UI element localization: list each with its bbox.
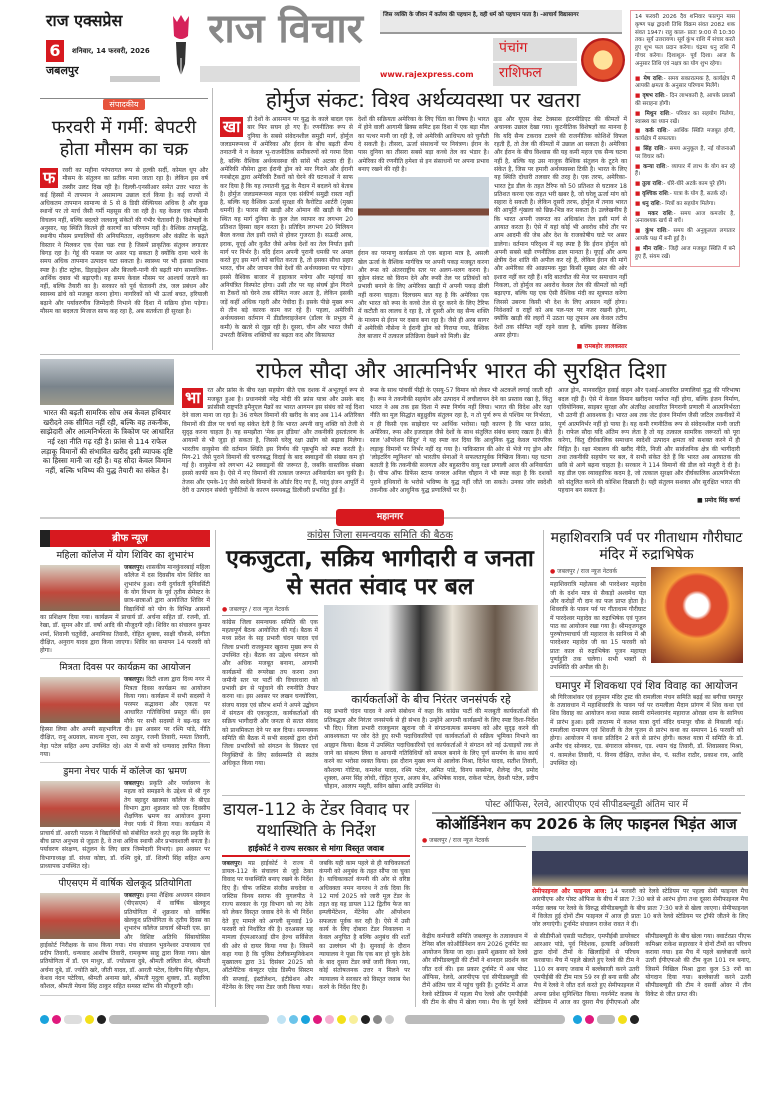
rashi-item: ■ कन्या राशि:- व्यापार में लाभ के योग बन रहे हैं। xyxy=(635,163,736,178)
editorial-tag: संपादकीय xyxy=(103,99,144,110)
hormuz-col3-wrap xyxy=(494,116,627,350)
brand-name: राज एक्सप्रेस xyxy=(46,11,123,30)
rafale-right xyxy=(182,359,740,504)
brief-photo xyxy=(40,781,120,827)
hormuz-col2 xyxy=(358,116,489,341)
dateline: जबलपुर। xyxy=(124,779,145,787)
cup-headline: कोऑर्डिनेशन कप 2026 के लिए फाइनल भिड़ंत आज xyxy=(436,814,737,833)
congress-article xyxy=(222,530,538,791)
hormuz-headline: होर्मुज संकट: विश्व अर्थव्यवस्था पर खतरा xyxy=(265,88,581,112)
brief-item xyxy=(40,551,210,659)
brief-photo xyxy=(40,677,120,723)
rashi-name: सिंह राशि xyxy=(643,145,664,152)
shivratri-article xyxy=(550,530,743,672)
brief-text: शासकीय मानकुंवरबाई महिला कॉलेज में दस दिवसीय योग शिविर का शुभारंभ हुआ। रानी दुर्गावती यूनिवर्सिटी के योग विभाग के पूर्व तृतीय सेमेस्टर के छात्र-छात्राओं द्वारा आयोजित शिविर में विद्यार्थियों को योग के विभिन्न आसनों का प्रशिक्षण दिया गया। कार्यक्रम में प्राचार्य डॉ. अर्चना सहित डॉ. रजनी, डॉ. रेखा, डॉ. सुमन और डॉ. वर्षा आदि की मौजूदगी रही। शिविर का संचालन कुमार शर्मा, शिवानी चतुर्वेदी, अनामिका तिवारी, रोहित शुक्ला, साक्षी चौकसे, संगीता दीक्षित, अनुराग यादव द्वारा किया जाएगा। शिविर का समापन 14 फरवरी को होगा। xyxy=(40,564,210,655)
congress-subhead: कार्यकर्ताओं के बीच निरंतर जनसंपर्क रहे xyxy=(351,692,511,706)
rashi-text: मित्रों का सहयोग मिलेगा। xyxy=(665,200,716,207)
rashi-text: समय की अनुकूलता लगातार आपके पक्ष में बनी हुई है। xyxy=(635,228,735,242)
pen-logo-icon xyxy=(170,14,192,84)
rashi-text: जिद्दी आज मजबूत स्थिति में बने हुए हैं, संयम रखें। xyxy=(635,245,735,260)
shivratri-left xyxy=(550,567,646,672)
rashi-name: कर्क राशि xyxy=(645,128,667,135)
shivratri-headline: महाशिवरात्रि पर्व पर गीताधाम गौरीघाट मंदिर में रुद्राभिषेक xyxy=(550,530,743,564)
cup-byline: ● जबलपुर / राज न्यूज नेटवर्क xyxy=(422,836,526,847)
rashi-item: ■ मेष राशि:- समय सकारात्मक है, कार्यक्षेत्र में आपकी क्षमता के अनुसार परिणाम मिलेंगे। xyxy=(635,75,736,90)
city-main xyxy=(215,530,751,1007)
editorial-headline: फरवरी में गर्मी: बेपटरी होता मौसम का चक्र xyxy=(51,117,197,160)
cup-kicker: पोस्ट ऑफिस, रेलवे, आरपीएफ एवं सीपीडब्ल्यूडी अंतिम चार में xyxy=(432,800,741,813)
hormuz-author: ■ रामबहोर लालकसार xyxy=(576,343,627,351)
rashi-text: समय सकारात्मक है, कार्यक्षेत्र में आपकी क्षमता के अनुसार परिणाम मिलेंगे। xyxy=(635,75,736,90)
bullet-icon: ■ xyxy=(635,190,643,197)
congress-right xyxy=(324,605,538,792)
congress-kicker: कांग्रेस जिला समन्वयक समिति की बैठक xyxy=(307,530,453,542)
rashi-item: ■ कुंभ राशि:- समय की अनुकूलता लगातार आपके पक्ष में बनी हुई है। xyxy=(635,228,735,242)
drop-cap: भा xyxy=(182,388,203,408)
brief-text: विटी शाला द्वारा दिव्य नगर में मित्रता दिवस कार्यक्रम का आयोजन किया गया। कार्यक्रम में सभी सदस्यों ने परस्पर सद्भावना और एकता पर आधारित गतिविधियां प्रस्तुत कीं। इस मौके पर सभी सदस्यों ने बढ़-चढ़ कर हिस्सा लिया और अपनी सहभागिता दी। इस अवसर पर रश्मि पांडे, नीति दीक्षित, रानू अग्रवाल, साधना गुप्ता, रमा ठाकुर, रजनी तिवारी, ममता तिवारी, नेहा पटेल सहित अन्य उपस्थित रहे। अंत में सभी को धन्यवाद ज्ञापित किया गया। xyxy=(40,676,210,758)
rafale-col3-wrap xyxy=(558,387,740,504)
rule xyxy=(110,76,160,82)
brief-news xyxy=(40,530,210,995)
hormuz-col2b: ईरान का परमाणु कार्यक्रम तो एक बहाना मात्र है, असली खेल ऊर्जा के वैश्विक मार्गचित्र पर अपनी पकड़ मजबूत करना और रूस को अंतरराष्ट्रीय स्तर पर अलग-थलग करना है। यूक्रेन संकट को विराम देने और रूसी तेल पर प्रतिबंधों को प्रभावी बनाने के लिए अमेरिका खाड़ी में अपनी पकड़ ढीली नहीं करना चाहता। दिलचस्प बात यह है कि अमेरिका एक और भारत को रूस के कच्चे तेल से दूर करने के लिए टैरिफ में कटौती का लालच दे रहा है, तो दूसरी ओर वह सैन्य शक्ति के माध्यम से ईरान पर दबाव बना रहा है। जैसे ही अरब सागर में अमेरिकी नौसेना ने ईरानी ड्रोन को गिराया गया, वैश्विक तेल बाजार में तत्काल प्रतिक्रिया देखने को मिली। ब्रेंट xyxy=(358,250,489,341)
hormuz-col1 xyxy=(220,116,353,340)
section-divider xyxy=(40,508,740,528)
bullet-icon: ■ xyxy=(635,145,644,152)
rafale-left xyxy=(40,359,174,475)
dateline: जबलपुर। xyxy=(222,859,243,867)
rafale-col1 xyxy=(182,387,364,495)
shivratri-body: महाशिवरात्रि महोत्सव श्री पारदेश्वर महादेव जी के दर्शन मात्र से सैकड़ों अश्वमेध यज्ञ और करोड़ों गौ दान का फल प्राप्त होता है। शिवरात्रि के पावन पर्व पर गीताधाम गौरीघाट में पारदेश्वर महादेव का रुद्राभिषेक एवं पूजन पाठ का आयोजन रखा गया है। श्रीमद्जगद्गुरु पुरुषोत्तमाचार्य जी महाराज के सानिध्य में श्री पारदेश्वर महादेव जी का 15 फरवरी को प्रातः काल से रुद्राभिषेक पूजन महायज्ञ पूर्णाहुति तक चलेगा। सभी भक्तों से उपस्थिति की अपील की है। xyxy=(550,581,646,672)
divider xyxy=(645,72,725,73)
dateline: जबलपुर। xyxy=(124,564,145,572)
ghamapur-article xyxy=(550,676,743,769)
bullet-icon: ■ xyxy=(635,163,644,170)
website-link[interactable]: www.rajexpress.com xyxy=(380,70,474,79)
page-title: राज विचार xyxy=(208,6,364,52)
cup-columns xyxy=(422,836,751,929)
congress-byline: ● जबलपुर / राज न्यूज नेटवर्क xyxy=(222,605,318,616)
caption-title: सेमीफाइनल और फाइनल आज: xyxy=(532,888,607,896)
ghamapur-headline: घमापुर में शिवकथा एवं शिव विवाह का आयोजन xyxy=(555,679,738,692)
editorial-body xyxy=(40,167,208,316)
rashi-name: कन्या राशि xyxy=(643,163,666,170)
rashi-name: मेष राशि xyxy=(643,75,662,82)
hormuz-columns xyxy=(220,116,626,350)
rashi-text: धीरे-धीरे अटके काम पूरे होंगे। xyxy=(667,181,727,188)
congress-headline: एकजुटता, सक्रिय भागीदारी व जनता से सतत संवाद पर बल xyxy=(226,545,534,600)
bullet-icon: ■ xyxy=(635,200,643,207)
date: शनिवार, 14 फरवरी, 2026 xyxy=(72,47,150,55)
panchang-text: 14 फरवरी 2026 दैव शनिवार फाल्गुन मास कृष्ण पक्ष द्वादशी तिथि विक्रम संवत 2082 शक संवत 1947। राहु काल- प्रातः 9:00 से 10:30 तक। सूर्य उत्तरायण। सूर्य कुंभ राशि में संचार करते हुए शुभ फल प्रदान करेगा। चंद्रमा धनु राशि में गोचर करेगा। दिशाशूल- पूर्व दिशा। आज के अनुसार तिथि एवं नक्षत्र का योग शुभ रहेगा। xyxy=(635,14,735,67)
brief-text: इन्सा शैक्षिक अध्ययन संस्थान (पीएसएम) में वार्षिक खेलकूद प्रतियोगिता में शुक्रवार को वार्षिक खेलकूद प्रतियोगिता के तृतीय दिवस का शुभारंभ कॉलेज प्राचार्य श्रीमती एस. झा और विशिष्ट अतिथि सिंबायोसिस हाईकोर्ट निरीक्षक के साथ किया गया। मंच संचालन भुवनेश्वर उपाध्याय एवं प्रदीप तिवारी, धन्यवाद आशीष तिवारी, रामकृष्ण साहू द्वारा किया गया। खेल प्रतियोगिता में डॉ. एन माथुर, डॉ. ज्योत्सना दुबे, श्रीमती ललिता सेन, श्रीमती अर्चना दुबे, डॉ. ज्योति खरे, जीती यादव, डॉ. आरती पटेल, दिलीप सिंह चौहान, केशव नंदन पटेरिया, श्रीमती अनामा खरे, श्रीमती मृदुला शुक्ला, डॉ. सहरिया कौशल, श्रीमती मेघना सिंह ठाकुर सहित समस्त स्टॉफ की मौजूदगी रही। xyxy=(40,892,210,991)
cup-article xyxy=(415,800,751,1007)
bullet-icon: ■ xyxy=(635,110,646,117)
brief-item xyxy=(40,767,210,875)
brief-news-header: ब्रीफ न्यूज़ xyxy=(40,530,210,547)
rashi-item: ■ वृश्चिक राशि:- यात्रा के योग हैं, सतर्क रहें। xyxy=(635,190,728,197)
quote: जिस व्यक्ति के जीवन में कर्तव्य की पहचान है, वही धर्म को पहचान पाता है। -आचार्य विद्यासागर xyxy=(383,12,579,18)
shivratri-columns xyxy=(550,567,743,672)
rashi-text: समय आज कमजोर है, अनावश्यक खर्च से बचें। xyxy=(635,210,735,225)
brief-text: प्रकृति और पर्यावरण के महत्व को समझाने के उद्देश्य से श्री गुरु तेग बहादुर खालसा कॉलेज के बीएड विभाग द्वारा शुक्रवार को एक दिवसीय शैक्षणिक भ्रमण का आयोजन डुमना नेचर पार्क में किया गया। कार्यक्रम में प्राचार्य डॉ. आरती पाठक ने विद्यार्थियों को संबोधित करते हुए कहा कि प्रकृति के बीच प्राप्त अनुभव से जुड़ता है, वे तथा अधिक स्थायी और प्रभावशाली बनता है। पर्यावरण संरक्षण, संतुलन के लिए छात्र जिम्मेदारी निभाएं। इस अवसर पर विभागाध्यक्ष डॉ. संध्या कोष्टा, डॉ. रश्मि दुबे, डॉ. शिल्पी सिंह सहित अन्य प्राध्यापक उपस्थित रहे। xyxy=(40,779,210,870)
rashi-text: समय अनुकूल है, नई योजनाओं पर विचार करें। xyxy=(635,145,735,160)
rashifal-list xyxy=(635,76,735,262)
rashi-item: ■ कर्क राशि:- आर्थिक स्थिति मजबूत होगी, कार्यक्षेत्र में सफलता। xyxy=(635,128,735,143)
dial112-article xyxy=(222,800,410,992)
drop-cap: फ xyxy=(40,168,58,188)
congress-left xyxy=(222,605,318,768)
editorial xyxy=(40,88,208,316)
rafale-author: ■ प्रमोद सिंह कर्णा xyxy=(697,497,740,505)
caption-text: 14 फरवरी को रेलवे स्टेडियम पर पहला सेमी फाइनल मैच आरपीएफ और पोस्ट ऑफिस के बीच में प्रातः 7:30 बजे से आरंभ होगा तथा दूसरा सेमीफाइनल मैच नर्मदा क्लब पर रेलवे के विरुद्ध सीपीडब्ल्यूडी के बीच प्रातः 7:30 बजे से खेला जाएगा। सेमीफाइनल में विजेता हुई दोनों टीम फाइनल में आज ही प्रातः 10 बजे रेलवे स्टेडियम पर ट्रॉफी जीतने के लिए जोर लगाएंगी। टूर्नामेंट संचालन राजेश रावत ने दी। xyxy=(532,888,748,929)
hormuz-article xyxy=(212,88,626,350)
rafale-col2: रूस के साथ पांचवीं पीढ़ी के एसयू-57 विमान को लेकर भी अटकलें लगाई जाती रही हैं। रूस ने तकनीकी सहयोग और उत्पादन में लचीलापन देने का प्रस्ताव रखा है, किंतु भारत ने अब तक इस दिशा में स्पष्ट निर्णय नहीं लिया। भारत की विदेश और रक्षा नीति का मूल सिद्धांत बहुध्रुवीय संतुलन रहा है, न तो पूर्ण रूप से पश्चिम पर निर्भरता, न ही किसी एक साझेदार पर आर्थिक भरोसा। यही कारण है कि भारत फ्रांस, अमेरिका, रूस और इजराइल जैसे देशों के साथ संतुलित संबंध बनाए रखता है। बीते साल 'ऑपरेशन सिंदूर' ने यह स्पष्ट कर दिया कि आधुनिक युद्ध केवल पारंपरिक लड़ाकू विमानों पर निर्भर नहीं रह गया है। पाकिस्तान की ओर से भेजे गए ड्रोन और 'लोइटरिंग म्यूनिशन' को भारतीय सेनाओं ने सफलतापूर्वक निष्क्रिय किया। यह घटना बताती है कि तकनीकी सजगता और बहुस्तरीय वायु रक्षा प्रणाली आज की अनिवार्यता है। चीफ ऑफ डिफेंस स्टाफ जनरल अनिल चौहान ने भी स्पष्ट कहा है कि दशकों पुराने हथियारों के भरोसे भविष्य के युद्ध नहीं जीते जा सकते। उनका जोर स्वदेशी तकनीक और आधुनिक युद्ध प्रणालियों पर है। xyxy=(370,387,552,495)
rashi-name: मीन राशि xyxy=(643,245,663,252)
rafale-photo xyxy=(40,359,174,405)
dateline: जबलपुर। xyxy=(124,676,145,684)
bullet-icon: ■ xyxy=(635,181,643,188)
rashi-text: व्यापार में लाभ के योग बन रहे हैं। xyxy=(635,163,736,178)
rashi-name: मकर राशि xyxy=(647,210,672,217)
ship-photo xyxy=(358,177,489,247)
brief-item xyxy=(40,663,210,763)
cup-body: केंद्रीय कर्मचारी समिति जबलपुर के तत्वावधान में टेनिस बॉल कोऑर्डिनेशन कप 2026 टूर्नामेंट का आयोजन किया जा रहा। इसमें शुक्रवार को रेलवे और सीपीडब्ल्यूडी की टीमों ने शानदार प्रदर्शन कर जीत दर्ज की। इस प्रकार टूर्नामेंट में अब पोस्ट ऑफिस, रेलवे, आरपीएफ एवं सीपीडब्ल्यूडी की टीमें अंतिम चार में पहुंच चुकी हैं। टूर्नामेंट में आज रेलवे स्टेडियम में पहला मैच रेलवे और एमपीईबी की टीम के बीच में खेला गया। मैच के पूर्व रेलवे से सीडीपीओ एसडी पाटीदार, एमपीईबी डायरेक्टर आरआर पांडे, पूर्व निदेशक, इत्यादि अधिकारी द्वारा दोनों टीमों के खिलाड़ियों से परिचय करवाया। मैच में पहले खेलते हुए रेलवे की टीम ने 110 रन बनाए जवाब में बल्लेबाजी करने उतरी एमपीईबी की टीम मात्र 59 रन ही बना सकी और मैच में रेलवे ने जीत दर्ज करते हुए सेमीफाइनल में अपना प्रवेश सुनिश्चित किया। गवर्नमेंट कलब के स्टेडियम में आज का दूसरा मैच ईपीएफओ और सीपीडब्ल्यूडी के बीच खेला गया। क्वार्टरफ्रा पीएफ कमिश्नर राकेश सहारवार ने दोनों टीमों का परिचय कराया गया। इस मैच में पहले बल्लेबाजी करने उतरी ईपीएफओ की टीम कुल 101 रन बनाए, जिसमें निखिल मिश्रा द्वारा कुल 53 रनों का योगदान दिया गया। बल्लेबाजी करने उतरी सीपीडब्ल्यूडी की टीम ने दसवीं ओवर में तीन विकेट से जीत प्राप्त की। xyxy=(422,932,751,1006)
rafale-headline: राफेल सौदा और आत्मनिर्भर भारत की सुरक्षित दिशा xyxy=(255,359,667,385)
bullet-icon: ■ xyxy=(635,245,644,252)
editorial-text: रवरी का महीना परंपरागत रूप से हल्की सर्दी, कोमल धूप और मौसम के संतुलन का प्रतीक माना जाता रहा है। लेकिन इस वर्ष तस्वीर उलट दिख रही है। दिल्ली-एनसीआर समेत उत्तर भारत के कई हिस्सों में तापमान ने असामान्य उछाल दर्ज किया है। कई राज्यों में अधिकतम तापमान सामान्य से 5 से 8 डिग्री सेल्सियस अधिक है और कुछ स्थानों पर तो मार्च जैसी गर्मी महसूस की जा रही है। यह केवल एक मौसमी विचलन नहीं, बल्कि बदलते जलवायु संकेतों की गंभीर चेतावनी है। विशेषज्ञों के अनुसार, यह स्थिति कितने ही कारणों का परिणाम नहीं है। वैश्विक तापवृद्धि, स्थानीय मौसम प्रणालियों की अनियमितता, शहरीकरण और कंक्रीट के बढ़ते विस्तार ने मिलकर एक ऐसा चक्र रचा है जिसमें प्राकृतिक संतुलन लगातार बिगड़ रहा है। गेहूं की फसल पर असर पड़ सकता है क्योंकि दाना भरने के समय अधिक तापमान उत्पादन घटा सकता है। स्वास्थ्य पर भी इसका प्रभाव स्पष्ट है। हीट स्ट्रोक, डिहाइड्रेशन और बिजली-पानी की बढ़ती मांग सामाजिक-आर्थिक दबाव भी बढ़ाएगी। यह समय केवल मौसम पर आश्चर्य जताने का नहीं, बल्कि तैयारी का है। सरकार को पूर्व चेतावनी तंत्र, जल प्रबंधन और स्वास्थ्य ढांचे को मजबूत करना होगा। नागरिकों को भी ऊर्जा बचत, हरियाली बढ़ाने और पर्यावरणीय जिम्मेदारी निभाने की दिशा में सक्रिय होना पड़ेगा। मौसम का बदलता मिजाज साफ कह रहा है, अब सतर्कता ही सुरक्षा है। xyxy=(40,167,208,316)
rashi-name: धनु राशि xyxy=(642,200,660,207)
rashi-item: ■ मकर राशि:- समय आज कमजोर है, अनावश्यक खर्च से बचें। xyxy=(635,210,735,225)
rashi-item: ■ वृषभ राशि:- दिन लाभकारी है, आपके प्रयासों की सराहना होगी। xyxy=(635,93,735,107)
bullet-icon: ■ xyxy=(635,93,643,100)
brief-list xyxy=(40,551,210,995)
bullet-icon: ■ xyxy=(635,75,644,82)
rafale-col3: आज ड्रोन, मानवरहित हवाई वाहन और एआई-आधारित प्रणालियां युद्ध की परिभाषा बदल रही हैं। ऐसे में केवल विमान खरीदना पर्याप्त नहीं होगा, बल्कि इंजन निर्माण, एवियोनिक्स, साइबर सुरक्षा और अंतरिक्ष आधारित निगरानी प्रणाली में आत्मनिर्भरता भी उतनी ही आवश्यक है। भारत अब तक जेट इंजन निर्माण जैसी जटिल तकनीकों में पूर्ण आत्मनिर्भर नहीं हो पाया है। यह कमी रणनीतिक रूप से संवेदनशील मानी जाती है। राफेल सौदा यदि अंतिम रूप लेता है तो यह तत्काल सामरिक जरूरतों को पूरा करेगा, किंतु दीर्घकालिक समाधान स्वदेशी उत्पादन क्षमता को सशक्त करने में ही निहित है। रक्षा मंत्रालय की खरीद नीति, निजी और सार्वजनिक क्षेत्र की भागीदारी तथा तकनीकी सहयोग पर बल, ये सभी संकेत देते हैं कि भारत अब आयातक की छवि से आगे बढ़ना चाहता है। सरकार ने 114 विमानों की डील को मंजूरी दे दी है। यह डील एक व्यावहारिक कदम है, जो तत्काल सुरक्षा और दीर्घकालिक आत्मनिर्भरता को संतुलित करने की कोशिश दिखाती है। यही संतुलन सशक्त और सुरक्षित भारत की पहचान बन सकता है। xyxy=(558,387,740,495)
rashi-item: ■ मिथुन राशि:- परिवार का सहयोग मिलेगा, स्वास्थ्य का ध्यान रखें। xyxy=(635,110,735,125)
congress-col: कांग्रेस जिला समन्वयक समिति की एक महत्वपूर्ण बैठक आयोजित की गई। बैठक में मध्य प्रदेश के सह प्रभारी चंदन यादव एवं जिला प्रभारी राजकुमार खुराना मुख्य रूप से उपस्थित रहे। बैठक का उद्देश्य संगठन को और अधिक मजबूत बनाना, आगामी कार्यक्रमों की रूपरेखा तय करना तथा जमीनी स्तर पर पार्टी की विचारधारा को प्रभावी ढंग से पहुंचाने की रणनीति तैयार करना था। इस अवसर पर लखन घनघोरिया, संजय यादव एवं सौरभ शर्मा ने अपने उद्बोधन में संगठन की एकजुटता, कार्यकर्ताओं की सक्रिय भागीदारी और जनता से सतत संवाद को प्राथमिकता देने पर बल दिया। समन्वयक समिति की बैठक में सभी सदस्यों द्वारा दोनों जिला प्रभारियों को संगठन के विस्तार एवं नियुक्तियों के लिए सर्वसम्मति से स्वतंत्र अधिकृत किया गया। xyxy=(222,618,318,767)
brief-headline: पीएसएम में वार्षिक खेलकूद प्रतियोगिता xyxy=(58,878,192,890)
rashi-name: वृषभ राशि xyxy=(642,93,664,100)
city-bottom xyxy=(222,795,751,1007)
section-tab: महानगर xyxy=(336,509,444,526)
team-photo xyxy=(532,836,748,886)
hormuz-col3: क्रूड और यूएस वेस्ट टेक्सास इंटरमीडिएट की कीमतों में अचानक उछाल देखा गया। कूटनीतिक विशेषज्ञों का मानना है कि यदि सैन्य टकराव टालने की राजनीतिक कोशिशें विफल रहती हैं, तो तेल की कीमतों में उछाल आ सकता है। अमेरिका और ईरान के बीच विश्वास की यह कमी महज एक सैन्य घटना नहीं है, बल्कि यह उस नाजुक वैश्विक संतुलन के टूटने का संकेत है, जिस पर हमारी अर्थव्यवस्था टिकी है। भारत के लिए यह स्थिति दोधारी तलवार की तरह है। एक तरफ, अमेरिका-भारत ट्रेड डील के तहत टैरिफ को 50 प्रतिशत से घटाकर 18 प्रतिशत करना एक राहत भरी खबर है, जो घरेलू ऊर्जा मांग को सहारा दे सकती है। लेकिन दूसरी तरफ, होर्मुज में तनाव भारत की आपूर्ति शृंखला को छिन्न-भिन्न कर सकता है। उल्लेखनीय है कि भारत अपनी जरूरत का अधिकांश तेल इसी मार्ग से आयात करता है। ऐसे में यहां कोई भी अवरोध सीधे तौर पर आम आदमी की जेब और देश के राजकोषीय घाटे पर असर डालेगा। वर्तमान परिदृश्य में यह स्पष्ट है कि ईरान होर्मुज को अपनी सबसे बड़ी रणनीतिक ढाल मानता है। यूएई और अन्य क्षेत्रीय देश शांति की अपील कर रहे हैं, लेकिन ईरान की मांगें और अमेरिका की आक्रामक मुद्रा किसी सुखद अंत की ओर इशारा नहीं कर रही हैं। यदि बातचीत की मेज पर समाधान नहीं निकला, तो होर्मुज का अवरोध केवल तेल की कीमतों को नहीं बढ़ाएगा, बल्कि यह एक ऐसी वैश्विक मंदी का सूत्रपात करेगा जिससे उबरना किसी भी देश के लिए आसान नहीं होगा। निवेशकों व राष्ट्रों को अब पल-पल पर नजर रखनी होगा, क्योंकि खाड़ी की लहरों में उठता यह तूफान अब केवल तटीय देशों तक सीमित नहीं रहने वाला है, बल्कि इसका वैश्विक असर होगा। xyxy=(494,116,627,339)
bullet-icon: ■ xyxy=(635,210,648,217)
rashifal-label: राशिफल xyxy=(499,65,542,81)
dial112-subhead: हाईकोर्ट ने राज्य सरकार से मांगा विस्तृत जवाब xyxy=(222,844,410,856)
rashi-item: ■ मीन राशि:- जिद्दी आज मजबूत स्थिति में बने हुए हैं, संयम रखें। xyxy=(635,245,735,260)
rashi-name: कुंभ राशि xyxy=(645,228,667,235)
cup-right xyxy=(532,836,748,929)
rashi-name: वृश्चिक राशि xyxy=(642,190,668,197)
congress-meeting-photo xyxy=(324,605,538,691)
rashi-name: मिथुन राशि xyxy=(645,110,669,117)
dial112-body xyxy=(222,860,410,993)
panchang-rashifal-box xyxy=(630,10,740,267)
dial112-headline: डायल-112 के टेंडर विवाद पर यथास्थिति के निर्देश xyxy=(222,800,410,842)
cup-left xyxy=(422,836,526,850)
brief-photo xyxy=(40,565,120,611)
congress-columns xyxy=(222,605,538,792)
bullet-icon: ■ xyxy=(635,128,646,135)
hormuz-col2a: देशों की सक्रियता अमेरिका के लिए चिंता का विषय है। भारत में होने वाली आगामी ब्रिक्स समिट इस दिशा में एक बड़ा मील का पत्थर मानी जा रही है, जो अमेरिकी आधिपत्य को चुनौती दे सकती है। तीसरा, ऊर्जा संसाधनों पर नियंत्रण। ईरान के पास दुनिया का तीसरा सबसे बड़ा कच्चे तेल का भंडार है। अमेरिका की रणनीति हमेशा से इन संसाधनों पर अपना प्रभाव बनाए रखने की रही है। xyxy=(358,116,489,173)
city-row xyxy=(40,530,751,1007)
cup-caption xyxy=(532,888,748,929)
rafale-caption: भारत की बढ़ती सामरिक सोच अब केवल हथियार खरीदने तक सीमित नहीं रही, बल्कि वह तकनीक, साझेदारी और आत्मनिर्भरता के त्रिकोण पर आधारित नई रक्षा नीति गढ़ रही है। फ्रांस से 114 राफेल लड़ाकू विमानों की संभावित खरीद इसी व्यापक दृष्टि का हिस्सा मानी जा रही है। यह सौदा केवल विमान नहीं, बल्कि भविष्य की युद्ध तैयारी का संकेत है। xyxy=(40,408,174,475)
city-top xyxy=(222,530,745,791)
rashi-item: ■ तुला राशि:- धीरे-धीरे अटके काम पूरे होंगे। xyxy=(635,181,727,188)
rashi-text: आर्थिक स्थिति मजबूत होगी, कार्यक्षेत्र में सफलता। xyxy=(635,128,735,143)
hormuz-text: ड़ी देशों के आसमान पर युद्ध के काले बादल एक बार फिर सघन हो गए हैं। रणनीतिक रूप से दुनिया के सबसे संवेदनशील समुद्री मार्ग, होर्मुज जलडमरूमध्य में अमेरिका और ईरान के बीच बढ़ती सैन्य तनातनी ने न केवल भू-राजनीतिक समीकरणों को गरमा दिया है, बल्कि वैश्विक अर्थव्यवस्था की सांसें भी अटका दी हैं। अमेरिकी नौसेना द्वारा ईरानी ड्रोन को मार गिराने और ईरानी गनबोट्स द्वारा अमेरिकी टैंकरों को घेरने की घटनाओं ने साफ कर दिया है कि यह तनातनी युद्ध के मैदान में बदलने को बेताब है। होर्मुज जलडमरूमध्य महज एक संकीर्ण समुद्री रास्ता नहीं है, बल्कि यह वैश्विक ऊर्जा सुरक्षा की कैरोटिड आर्टरी (मुख्य धमनी) है। फारस की खाड़ी और ओमान की खाड़ी के बीच स्थित यह मार्ग दुनिया के कुल तेल व्यापार का लगभग 20 प्रतिशत हिस्सा वहन करता है। प्रतिदिन लगभग 20 मिलियन बैरल कच्चा तेल इसी रास्ते से होकर गुजरता है। सऊदी अरब, इराक, यूएई और कुवैत जैसे अनेक देशों का तेल निर्यात इसी मार्ग पर निर्भर है। यदि ईरान अपनी पुरानी धमकी पर अमल करते हुए इस मार्ग को बाधित करता है, तो इसका सीधा प्रहार भारत, चीन और जापान जैसे देशों की अर्थव्यवस्था पर पड़ेगा। इससे वैश्विक बाजार में हाहाकार मचेगा और महंगाई का अनियंत्रित विस्फोट होगा। उसी तौर पर यह संघर्ष ड्रोन गिराने या टैंकरों को घेरने तक सीमित नजर आता है, लेकिन इसकी जड़ें कहीं अधिक गहरी और पेचीदा हैं। इसके पीछे मुख्य रूप से तीन बड़े कारक काम कर रहे हैं। पहला, अमेरिकी अर्थव्यवस्था वर्तमान में डीडॉलराइजेशन (डॉलर के प्रभुत्व में कमी) के खतरे से जूझ रही है। दूसरा, चीन और भारत जैसी उभरती वैश्विक शक्तियों का बढ़ता कद और किफ़ायत xyxy=(220,116,353,339)
rashi-name: तुला राशि xyxy=(642,181,662,188)
shivling-photo xyxy=(651,567,743,663)
city-right xyxy=(543,530,743,768)
shivratri-byline: ● जबलपुर / राज न्यूज नेटवर्क xyxy=(550,567,646,578)
brief-item xyxy=(40,879,210,995)
page-number: 6 xyxy=(46,40,64,62)
bullet-icon: ■ xyxy=(635,228,646,235)
rashi-text: दिन लाभकारी है, आपके प्रयासों की सराहना होगी। xyxy=(635,93,735,107)
rafale-article xyxy=(40,354,740,504)
ghamapur-body: श्री गिरिजाशंकर एवं हनुमान मंदिर ट्रस्ट की रामलीला मंचन समिति बढ़ई का बगीचा घमापुर के तत्वावधान में महाशिवरात्रि के पावन पर्व पर रामलीला मैदान प्रांगण में शिव कथा एवं शिव विवाह का आयोजन कथा व्यास स्वामी रामेश्वरानंद महाराज ओरछा धाम के सानिध्य में प्रारंभ हुआ। इसी तारतम्य में कलश यात्रा दुर्गा मंदिर घमापुर चौक से निकाली गई। रामलीला रामायण एवं शिवजी के तेल पूजन से प्रारंभ कथा का समापन 16 फरवरी को होगा। आयोजन में कथा प्रतिदिन 2 बजे से प्रारंभ होगी। कलश यात्रा में समिति के डॉ. अमीर चंद सोनकर, एड. बंगाराज सोनकर, एड. श्याम चंद्र तिवारी, डॉ. शिवप्रसाद मिश्रा, पं. कामलेश तिवारी, पं. विनय दीक्षित, राजेश सेन, पं. सतीश राठौर, प्रकाश राय, आदि उपस्थित रहे। xyxy=(550,693,743,768)
panchang-label: पंचांग xyxy=(499,40,528,56)
congress-sub-body: सह प्रभारी चंदन यादव ने अपने संबोधन में कहा कि कांग्रेस पार्टी की मजबूती कार्यकर्ताओं की प्रतिबद्धता और निरंतर जनसंपर्क से ही संभव है। उन्होंने आगामी कार्यक्रमों के लिए स्पष्ट दिशा-निर्देश भी दिए। जिला प्रभारी राजकुमार खुराना जी ने संगठनात्मक समन्वय को और सुदृढ़ करने की आवश्यकता पर जोर देते हुए सभी पदाधिकारियों एवं कार्यकर्ताओं से सक्रिय भूमिका निभाने का आह्वान किया। बैठक में उपस्थित पदाधिकारियों एवं कार्यकर्ताओं ने संगठन को नई ऊंचाइयों तक ले जाने का संकल्प लिया व आगामी गतिविधियों को सफल बनाने के लिए पूर्ण समर्पण के साथ कार्य करने का भरोसा व्यक्त किया। इस दौरान मुख्य रूप से आलोक मिश्रा, दिनेश यादव, सतीश तिवारी, कौशल्या गोटिया, कमलेश यादव, रश्मि पटेल, अमित पांडे, विनय सक्सेना, शैलेन्द्र जैन, प्रमोद शुक्ला, अमर सिंह लोधी, रोहित गुप्ता, अजय बेन, अभिषेक यादव, राकेश पटेल, देवशी पटेल, प्रदीप चौहान, आलाप मसूरी, सविन खोसा आदि उपस्थित थे। xyxy=(324,708,538,791)
dial112-text: मप्र हाईकोर्ट ने राज्य में डायल-112 के संचालन से जुड़े ठेका विवाद पर यथास्थिति बनाए रखने के निर्देश दिए हैं। चीफ जस्टिस संजीव सचदेवा व जस्टिस विनय सराफ की युगलपीठ ने राज्य सरकार के गृह विभाग को नए ठेके को लेकर विस्तृत जवाब देने के भी निर्देश देते हुए मामले को अगली सुनवाई 19 फरवरी को निर्धारित की है। दरअसल यह मामला ईएमआरआई ग्रीन हेल्थ सर्विसेज की ओर से दायर किया गया है। जिसमें कहा गया है कि पुलिस टेलीकम्युनिकेशन मुख्यालय द्वारा 31 दिसंबर 2025 को ऑटोमैटिक कंप्यूटर एडेड डिस्पैच सिस्टम की सप्लाई, इंस्टॉलेशन, इंटीग्रेशन और मेंटेनेंस के लिए नया टेंडर जारी किया गया। जबकि यही काम पहले से ही याचिकाकर्ता कंपनी को अनुबंध के तहत सौंपा जा चुका है। याचिकाकर्ता कंपनी की ओर से वरिष्ठ अधिवक्ता नमन नागरथ ने तर्क दिया कि 12 मार्च 2025 को जारी मूल टेंडर के तहत वह यह डायल 112 द्वितीय फेज का इम्प्लीमेंटेशन, मेंटेनेंस और ऑपरेशन सफलता पूर्वक कर रही है। ऐसे में उसी कार्य के लिए दोबारा टेंडर निकालना न केवल अनुचित है बल्कि अनुबंध की शर्तों का उल्लंघन भी है। सुनवाई के दौरान न्यायालय ने पूछा कि एक बार हो चुके ठेके के बाद दूसरा टेंडर क्यों जारी किया गया, कोई संतोषजनक उत्तर न मिलने पर न्यायालय ने सरकार को विस्तृत जवाब पेश करने के निर्देश दिए हैं। xyxy=(222,859,410,992)
brief-headline: महिला कॉलेज में योग शिविर का शुभारंभ xyxy=(56,550,194,562)
brief-photo xyxy=(40,893,120,939)
drop-cap: खा xyxy=(220,117,243,137)
rafale-columns xyxy=(182,387,740,504)
city: जबलपुर xyxy=(46,64,79,77)
rashi-text: परिवार का सहयोग मिलेगा, स्वास्थ्य का ध्यान रखें। xyxy=(635,110,735,125)
zodiac-wheel-icon xyxy=(581,38,625,82)
brief-headline: मित्रता दिवस पर कार्यक्रम का आयोजन xyxy=(59,662,191,674)
rashi-text: यात्रा के योग हैं, सतर्क रहें। xyxy=(673,190,728,197)
rashi-item: ■ सिंह राशि:- समय अनुकूल है, नई योजनाओं पर विचार करें। xyxy=(635,145,735,160)
registration-bar xyxy=(40,1013,740,1025)
brief-headline: डुमना नेचर पार्क में कॉलेज का भ्रमण xyxy=(63,766,187,778)
rafale-text: रत और फ्रांस के बीच रक्षा सहयोग बीते एक दशक में अभूतपूर्व रूप से मजबूत हुआ है। प्रधानमंत्री नरेंद्र मोदी की फ्रांस यात्रा और उसके बाद फ्रांसीसी राष्ट्रपति इमैनुएल मैक्रों का भारत आगमन इस संबंध को नई दिशा देने वाला माना जा रहा है। 36 राफेल विमानों की खरीद के बाद अब 114 अतिरिक्त विमानों की डील पर चर्चा यह संकेत देती है कि भारत अपनी वायु शक्ति को तेजी से सुदृढ़ करना चाहता है। यह समझौता 'मेक इन इंडिया' और तकनीकी हस्तांतरण के आयामों से भी जुड़ा हो सकता है, जिससे घरेलू रक्षा उद्योग को बढ़ावा मिलेगा। भारतीय वायुसेना की वर्तमान स्थिति इस निर्णय की पृष्ठभूमि को स्पष्ट करती है। मिग-21 जैसे पुराने विमानों की चरणबद्ध विदाई के बाद स्क्वाड्रनों की संख्या कम हो गई है। वायुसेना को लगभग 42 स्क्वाड्रनों की जरूरत है, जबकि वास्तविक संख्या इससे काफी कम है। ऐसे में नए विमानों की तत्काल जरूरत अनिवार्यता बन चुकी है। तेजस और एमके-1ए जैसे स्वदेशी विमानों के ऑर्डर दिए गए हैं, परंतु इंजन आपूर्ति में देरी व उत्पादन संबंधी चुनौतियों के कारण समयबद्ध डिलीवरी प्रभावित हुई है। xyxy=(182,387,364,495)
title-band xyxy=(200,66,360,82)
rashi-item: ■ धनु राशि:- मित्रों का सहयोग मिलेगा। xyxy=(635,200,716,207)
dateline: जबलपुर। xyxy=(124,892,145,900)
